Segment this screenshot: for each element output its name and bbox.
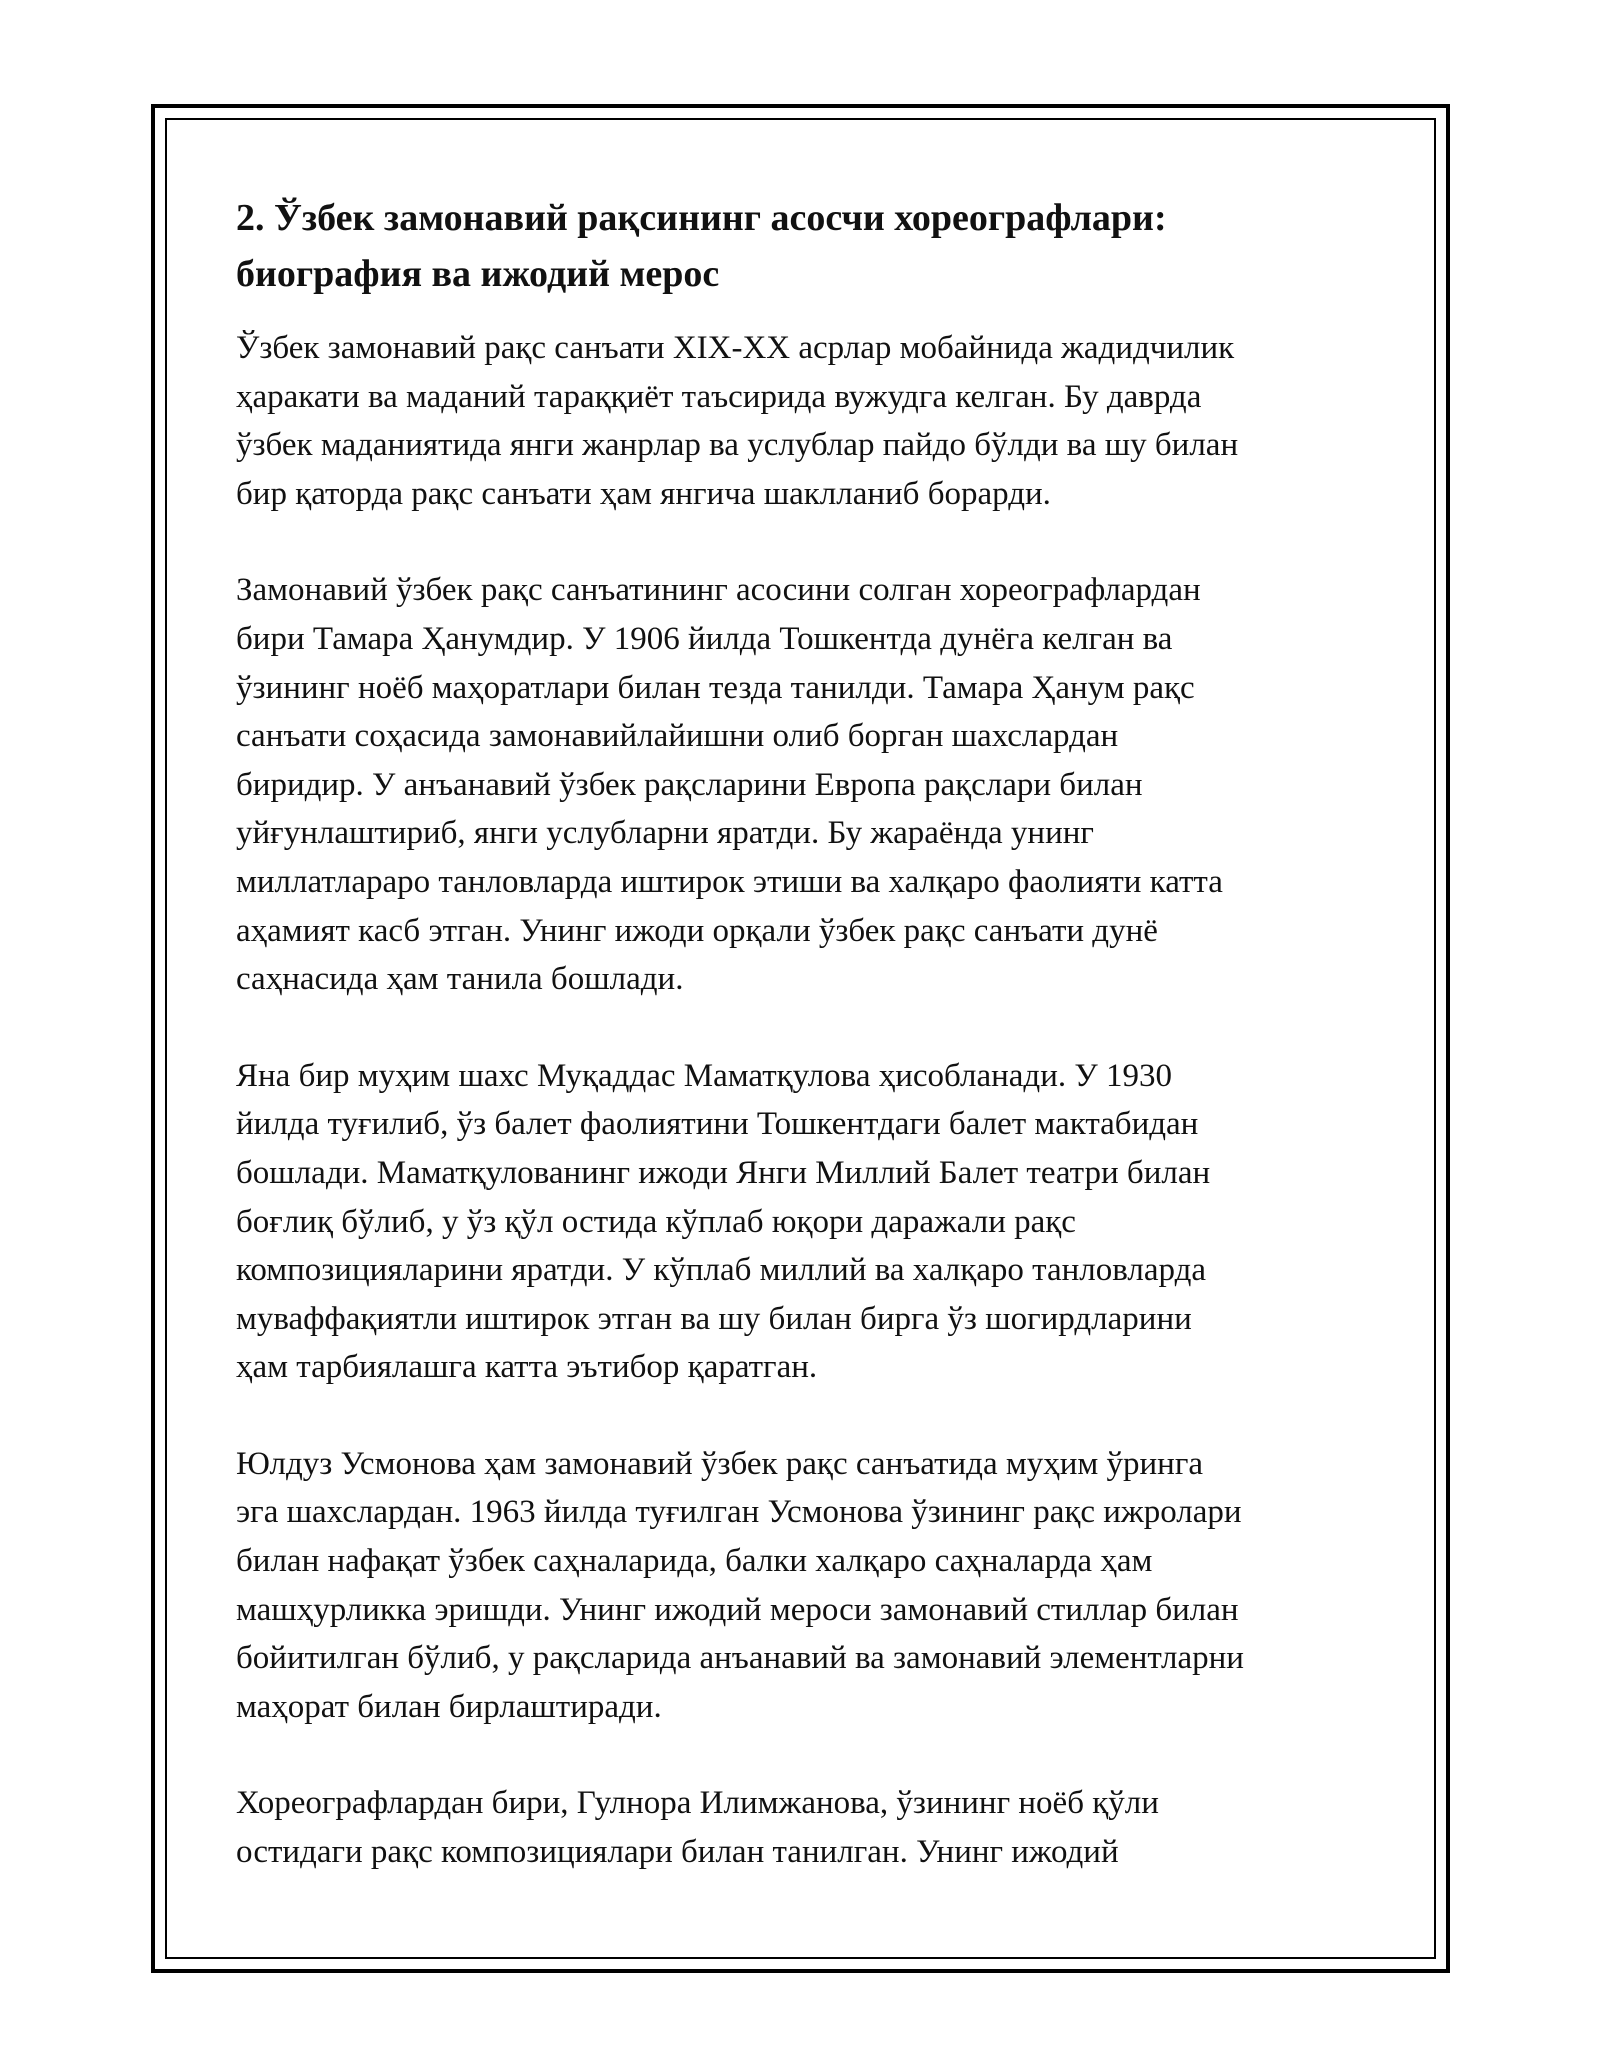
paragraph-line: маҳорат билан бирлаштиради. [236, 1688, 662, 1725]
paragraph-line: ўзининг ноёб маҳоратлари билан тезда танилди. Тамара Ҳанум рақс [236, 669, 1195, 706]
paragraph-line: билан нафақат ўзбек саҳналарида, балки халқаро саҳналарда ҳам [236, 1543, 1153, 1580]
paragraph-line: саҳнасида ҳам танила бошлади. [236, 961, 684, 998]
paragraph-line: боғлиқ бўлиб, у ўз қўл остида кўплаб юқори даражали рақс [236, 1203, 1076, 1240]
paragraph-line: Замонавий ўзбек рақс санъатининг асосини солган хореографлардан [236, 572, 1201, 609]
paragraph-line: Хореографлардан бири, Гулнора Илимжанова, ўзининг ноёб қўли [236, 1785, 1159, 1822]
paragraph-line: ҳаракати ва маданий тараққиёт таъсирида вужудга келган. Бу даврда [236, 378, 1202, 415]
paragraph-line: бири Тамара Ҳанумдир. У 1906 йилда Тошкентда дунёга келган ва [236, 620, 1173, 657]
paragraph-line: уйғунлаштириб, янги услубларни яратди. Бу жараёнда унинг [236, 815, 1094, 852]
paragraph-line: бойитилган бўлиб, у рақсларида анъанавий ва замонавий элементларни [236, 1640, 1244, 1677]
paragraph-mamatkulova [236, 1052, 1376, 1392]
paragraph-line: ҳам тарбиялашга катта эътибор қаратган. [236, 1349, 818, 1386]
paragraph-line: бошлади. Маматқулованинг ижоди Янги Миллий Балет театри билан [236, 1154, 1211, 1191]
paragraph-ilimjanova [236, 1779, 1376, 1876]
paragraph-line: миллатлараро танловларда иштирок этиши ва халқаро фаолияти катта [236, 863, 1223, 900]
heading-line: биография ва ижодий мерос [236, 253, 720, 295]
section-heading [236, 190, 1376, 302]
paragraph-line: машҳурликка эришди. Унинг ижодий мероси замонавий стиллар билан [236, 1591, 1239, 1628]
paragraph-line: эга шахслардан. 1963 йилда туғилган Усмонова ўзининг рақс ижролари [236, 1494, 1242, 1531]
paragraph-line: Юлдуз Усмонова ҳам замонавий ўзбек рақс санъатида муҳим ўринга [236, 1445, 1204, 1482]
paragraph-line: ўзбек маданиятида янги жанрлар ва услублар пайдо бўлди ва шу билан [236, 427, 1239, 464]
paragraph-tamara-hanum [236, 566, 1376, 1003]
paragraph-line: йилда туғилиб, ўз балет фаолиятини Тошкентдаги балет мактабидан [236, 1106, 1199, 1143]
document-content [236, 190, 1376, 1925]
heading-line: 2. Ўзбек замонавий рақсининг асосчи хореографлари: [236, 197, 1167, 239]
paragraph-line: муваффақиятли иштирок этган ва шу билан бирга ўз шогирдларини [236, 1300, 1192, 1337]
paragraph-line: композицияларини яратди. У кўплаб миллий ва халқаро танловларда [236, 1252, 1207, 1289]
paragraph-line: аҳамият касб этган. Унинг ижоди орқали ўзбек рақс санъати дунё [236, 912, 1158, 949]
paragraph-line: санъати соҳасида замонавийлайишни олиб борган шахслардан [236, 718, 1119, 755]
paragraph-intro [236, 324, 1376, 518]
paragraph-line: бир қаторда рақс санъати ҳам янгича шаклланиб борарди. [236, 475, 1051, 512]
paragraph-line: остидаги рақс композициялари билан танилган. Унинг ижодий [236, 1834, 1119, 1871]
paragraph-line: Яна бир муҳим шахс Муқаддас Маматқулова ҳисобланади. У 1930 [236, 1057, 1172, 1094]
paragraph-line: Ўзбек замонавий рақс санъати XIX-XX асрлар мобайнида жадидчилик [236, 330, 1235, 366]
paragraph-usmonova [236, 1440, 1376, 1732]
paragraph-line: биридир. У анъанавий ўзбек рақсларини Европа рақслари билан [236, 766, 1143, 803]
